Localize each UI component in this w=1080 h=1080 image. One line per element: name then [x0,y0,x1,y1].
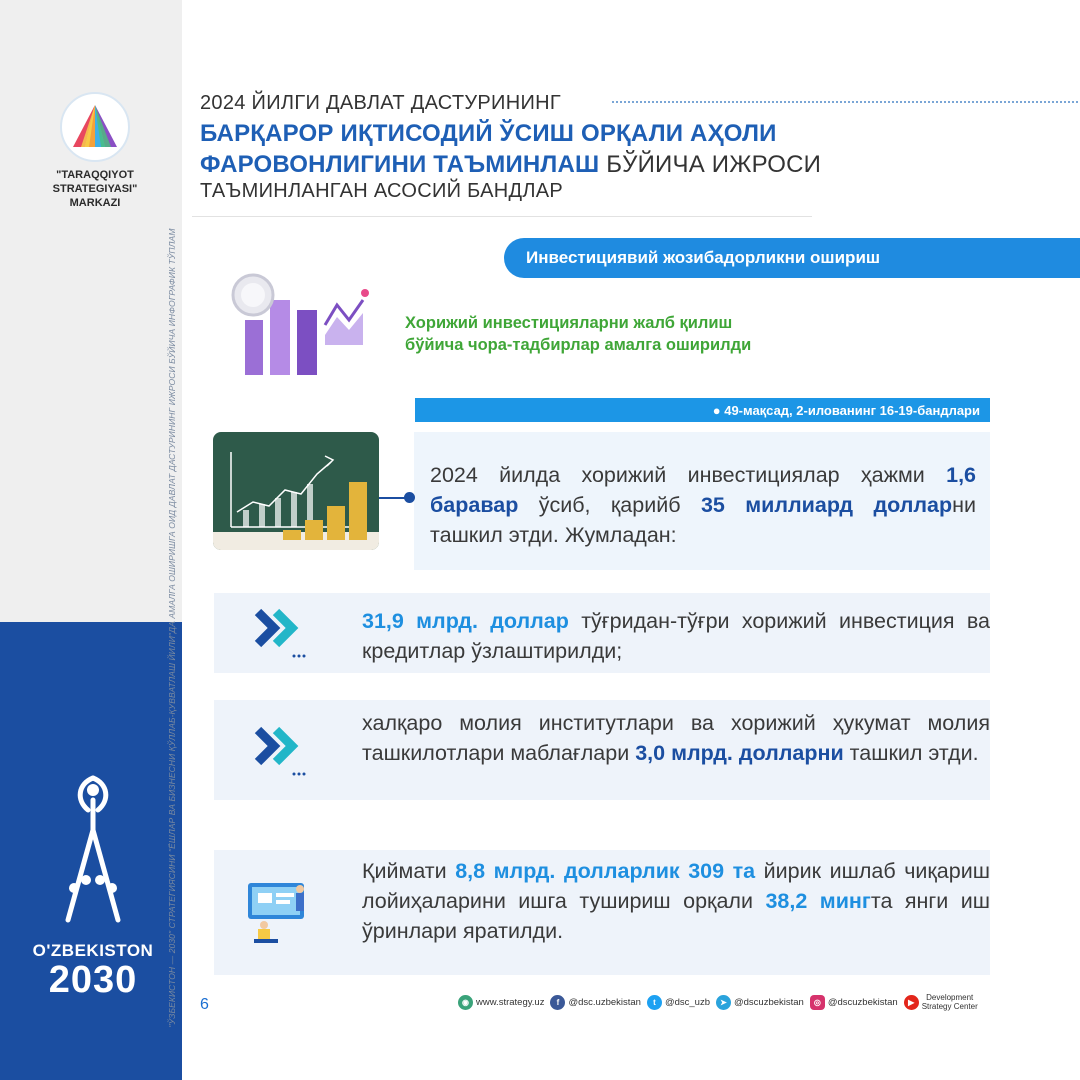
double-chevron-icon [250,718,310,778]
title-line2: БАРҚАРОР ИҚТИСОДИЙ ЎСИШ ОРҚАЛИ АҲОЛИ [200,120,777,147]
facebook-text: @dsc.uzbekistan [568,996,641,1008]
growth-blackboard-icon [213,432,379,550]
facebook-link[interactable] [550,995,640,1010]
title-line1: 2024 ЙИЛГИ ДАВЛАТ ДАСТУРИНИНГ [200,92,562,114]
twitter-icon: t [647,995,662,1010]
point-3-t1: Қиймати [362,859,456,883]
investment-chart-illustration-icon [215,265,375,385]
vertical-caption-text: "ЎЗБЕКИСТОН — 2030" СТРАТЕГИЯСИНИ "ЁШЛАР ВА БИЗНЕСНИ ҚЎЛЛАБ-ҚУВВАТЛАШ ЙИЛИ"ДА АМАЛГА ОШИРИШГА ОИД ДАВЛАТ ДАСТУРИНИНГ ИЖРОСИ БЎЙИЧА ИНФОГРАФИК ТЎПЛАМ [167,228,177,1028]
website-text: www.strategy.uz [476,996,545,1008]
section-subtitle [405,312,751,356]
subtitle-line2: бўйича чора-тадбирлар амалга оширилди [405,336,752,354]
people-working-illustration-icon [238,875,318,947]
youtube-icon: ▶ [904,995,919,1010]
goal-reference: ● 49-мақсад, 2-илованинг 16-19-бандлари [712,402,980,418]
twitter-link[interactable] [647,995,710,1010]
point-3-b1: 8,8 млрд. долларлик 309 та [455,859,756,883]
org-logo [20,92,170,210]
point-3-t2: йирик ишлаб чиқариш лойиҳаларини ишга тушириш орқали [362,859,990,913]
facebook-icon: f [550,995,565,1010]
globe-icon: ◉ [458,995,473,1010]
point-1-t1: тўғридан-тўғри хорижий инвестиция ва кредитлар ўзлаштирилди; [362,609,991,663]
point-1-b1: 31,9 млрд. доллар [362,609,569,633]
divider [182,0,192,1080]
main-fact-text [430,460,976,550]
title-line4: ТАЪМИНЛАНГАН АСОСИЙ БАНДЛАР [200,180,564,202]
youtube-link[interactable] [904,993,978,1011]
instagram-text: @dscuzbekistan [827,996,898,1008]
twitter-text: @dsc_uzb [664,996,710,1008]
title-line3 [200,151,821,179]
main-fact-t1: 2024 йилда хорижий инвестициялар ҳажми [430,463,947,487]
vertical-caption [165,228,179,1028]
website-link[interactable] [458,995,544,1010]
telegram-icon: ➤ [716,995,731,1010]
header-divider [192,216,812,217]
social-footer [458,992,1080,1012]
point-2-b1: 3,0 млрд. долларни [635,741,844,765]
goal-reference-bar [415,398,990,422]
section-title-pill [504,238,1080,278]
page-number: 6 [200,996,209,1013]
tent-logo-icon [60,92,130,162]
double-chevron-icon [250,600,310,660]
org-name-line1: "TARAQQIYOT STRATEGIYASI" [52,169,138,195]
youtube-line1: Development [926,993,974,1002]
telegram-link[interactable] [716,995,804,1010]
point-2-t1: халқаро молия институтлари ва хорижий ҳукумат молия ташкилотлари маблағлари [362,711,990,765]
uz-name: O'ZBEKISTON [32,941,154,960]
youtube-line2: Strategy Center [921,1002,978,1011]
point-2-t2: ташкил этди. [843,741,979,765]
uzbekistan-2030-logo [28,770,158,999]
main-fact-b1: 1,6 баравар [430,463,976,517]
point-3-b2: 38,2 минг [765,889,871,913]
subtitle-line1: Хорижий инвестицияларни жалб қилиш [405,314,733,332]
point-3-t3: та янги иш ўринлари яратилди. [362,889,990,943]
section-title: Инвестициявий жозибадорликни ошириш [526,248,881,267]
main-fact-t2: ўсиб, қарийб [518,493,701,517]
title-line3-rest: БЎЙИЧА ИЖРОСИ [599,151,822,178]
instagram-link[interactable] [810,995,898,1010]
title-line3-bold: ФАРОВОНЛИГИНИ ТАЪМИНЛАШ [200,151,600,178]
title-dotted-rule [612,101,1078,103]
instagram-icon: ◎ [810,995,825,1010]
org-name-line2: MARKAZI [69,197,121,209]
main-fact-t3: ни ташкил этди. Жумладан: [430,493,976,547]
uz-year: 2030 [48,959,138,1001]
point-text-2 [362,708,990,768]
point-text-1 [362,606,990,666]
main-fact-b2: 35 миллиард доллар [700,493,953,517]
telegram-text: @dscuzbekistan [733,996,804,1008]
humo-bird-icon [38,770,148,930]
point-text-3 [362,856,990,946]
connector-dot [404,492,415,503]
